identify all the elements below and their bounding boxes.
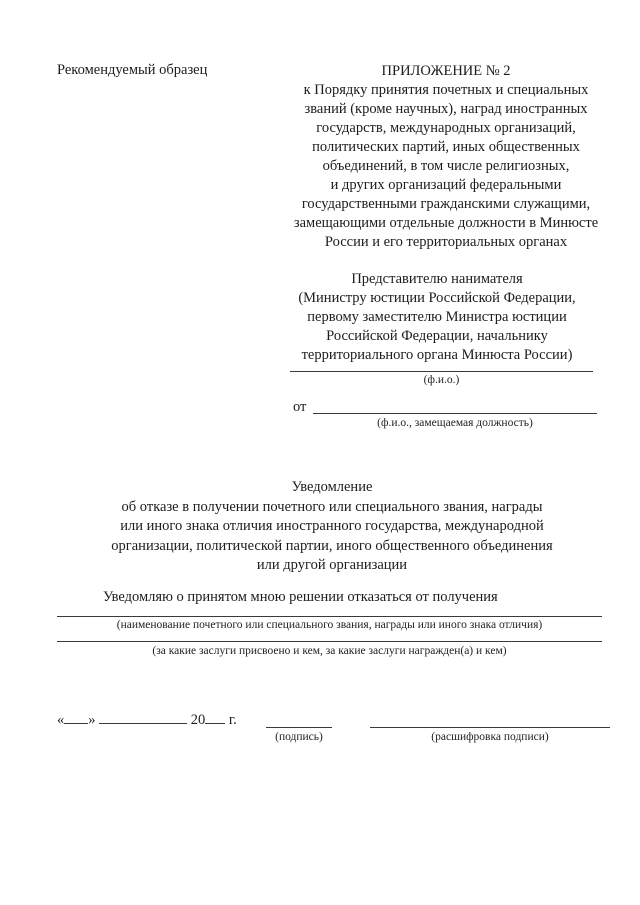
signature-blank-line (266, 727, 332, 728)
notice-title-block (52, 478, 612, 576)
signature-caption: (подпись) (275, 731, 323, 743)
addressee-block (272, 270, 602, 365)
fio-blank-line (290, 371, 593, 372)
appendix-line: званий (кроме научных), наград иностранных (304, 101, 588, 117)
notice-subtitle-line: или иного знака отличия иностранного государства, международной (120, 518, 544, 534)
appendix-line: государственными гражданскими служащими, (301, 196, 591, 212)
from-label: от (293, 399, 307, 415)
recommended-sample-label: Рекомендуемый образец (57, 62, 208, 78)
notice-subtitle-line: или другой организации (256, 557, 408, 573)
date-year-prefix: 20 (190, 712, 206, 728)
appendix-line: России и его территориальных органах (324, 234, 568, 250)
appendix-title: ПРИЛОЖЕНИЕ № 2 (381, 63, 511, 79)
appendix-line: объединений, в том числе религиозных, (322, 158, 570, 174)
award-name-blank-line (57, 616, 602, 617)
addressee-line: территориального органа Минюста России) (301, 347, 573, 363)
notice-subtitle-line: об отказе в получении почетного или специального звания, награды (121, 498, 543, 515)
appendix-line: к Порядку принятия почетных и специальных (303, 82, 589, 98)
notice-subtitle-line: организации, политической партии, иного общественного объединения (111, 537, 553, 554)
merits-caption: (за какие заслуги присвоено и кем, за какие заслуги награжден(а) и кем) (152, 645, 507, 657)
date-year-blank (205, 710, 225, 724)
date-row (57, 710, 237, 729)
date-year-suffix: г. (228, 712, 237, 728)
date-day-blank (64, 710, 88, 724)
merits-blank-line (57, 641, 602, 642)
addressee-line: Российской Федерации, начальнику (326, 328, 548, 344)
from-blank-line (313, 413, 597, 414)
addressee-line: (Министру юстиции Российской Федерации, (298, 290, 576, 306)
date-quote-close: » (88, 712, 96, 728)
notice-body: Уведомляю о принятом мною решении отказаться от получения (103, 589, 498, 605)
from-caption: (ф.и.о., замещаемая должность) (377, 417, 533, 429)
addressee-line: Представителю нанимателя (351, 271, 523, 287)
signature-decipher-blank-line (370, 727, 610, 728)
fio-caption: (ф.и.о.) (423, 374, 460, 386)
appendix-line: политических партий, иных общественных (312, 139, 580, 155)
date-quote-open: « (57, 712, 65, 728)
appendix-line: замещающими отдельные должности в Минюсте (293, 215, 599, 231)
award-name-caption: (наименование почетного или специального звания, награды или иного знака отличия) (116, 619, 543, 631)
signature-decipher-caption: (расшифровка подписи) (431, 731, 549, 743)
notice-title: Уведомление (291, 479, 373, 495)
appendix-line: государств, международных организаций, (316, 120, 576, 136)
appendix-heading (262, 62, 630, 252)
appendix-line: и других организаций федеральными (330, 177, 562, 193)
addressee-line: первому заместителю Министра юстиции (307, 309, 567, 325)
date-month-blank (99, 710, 187, 724)
